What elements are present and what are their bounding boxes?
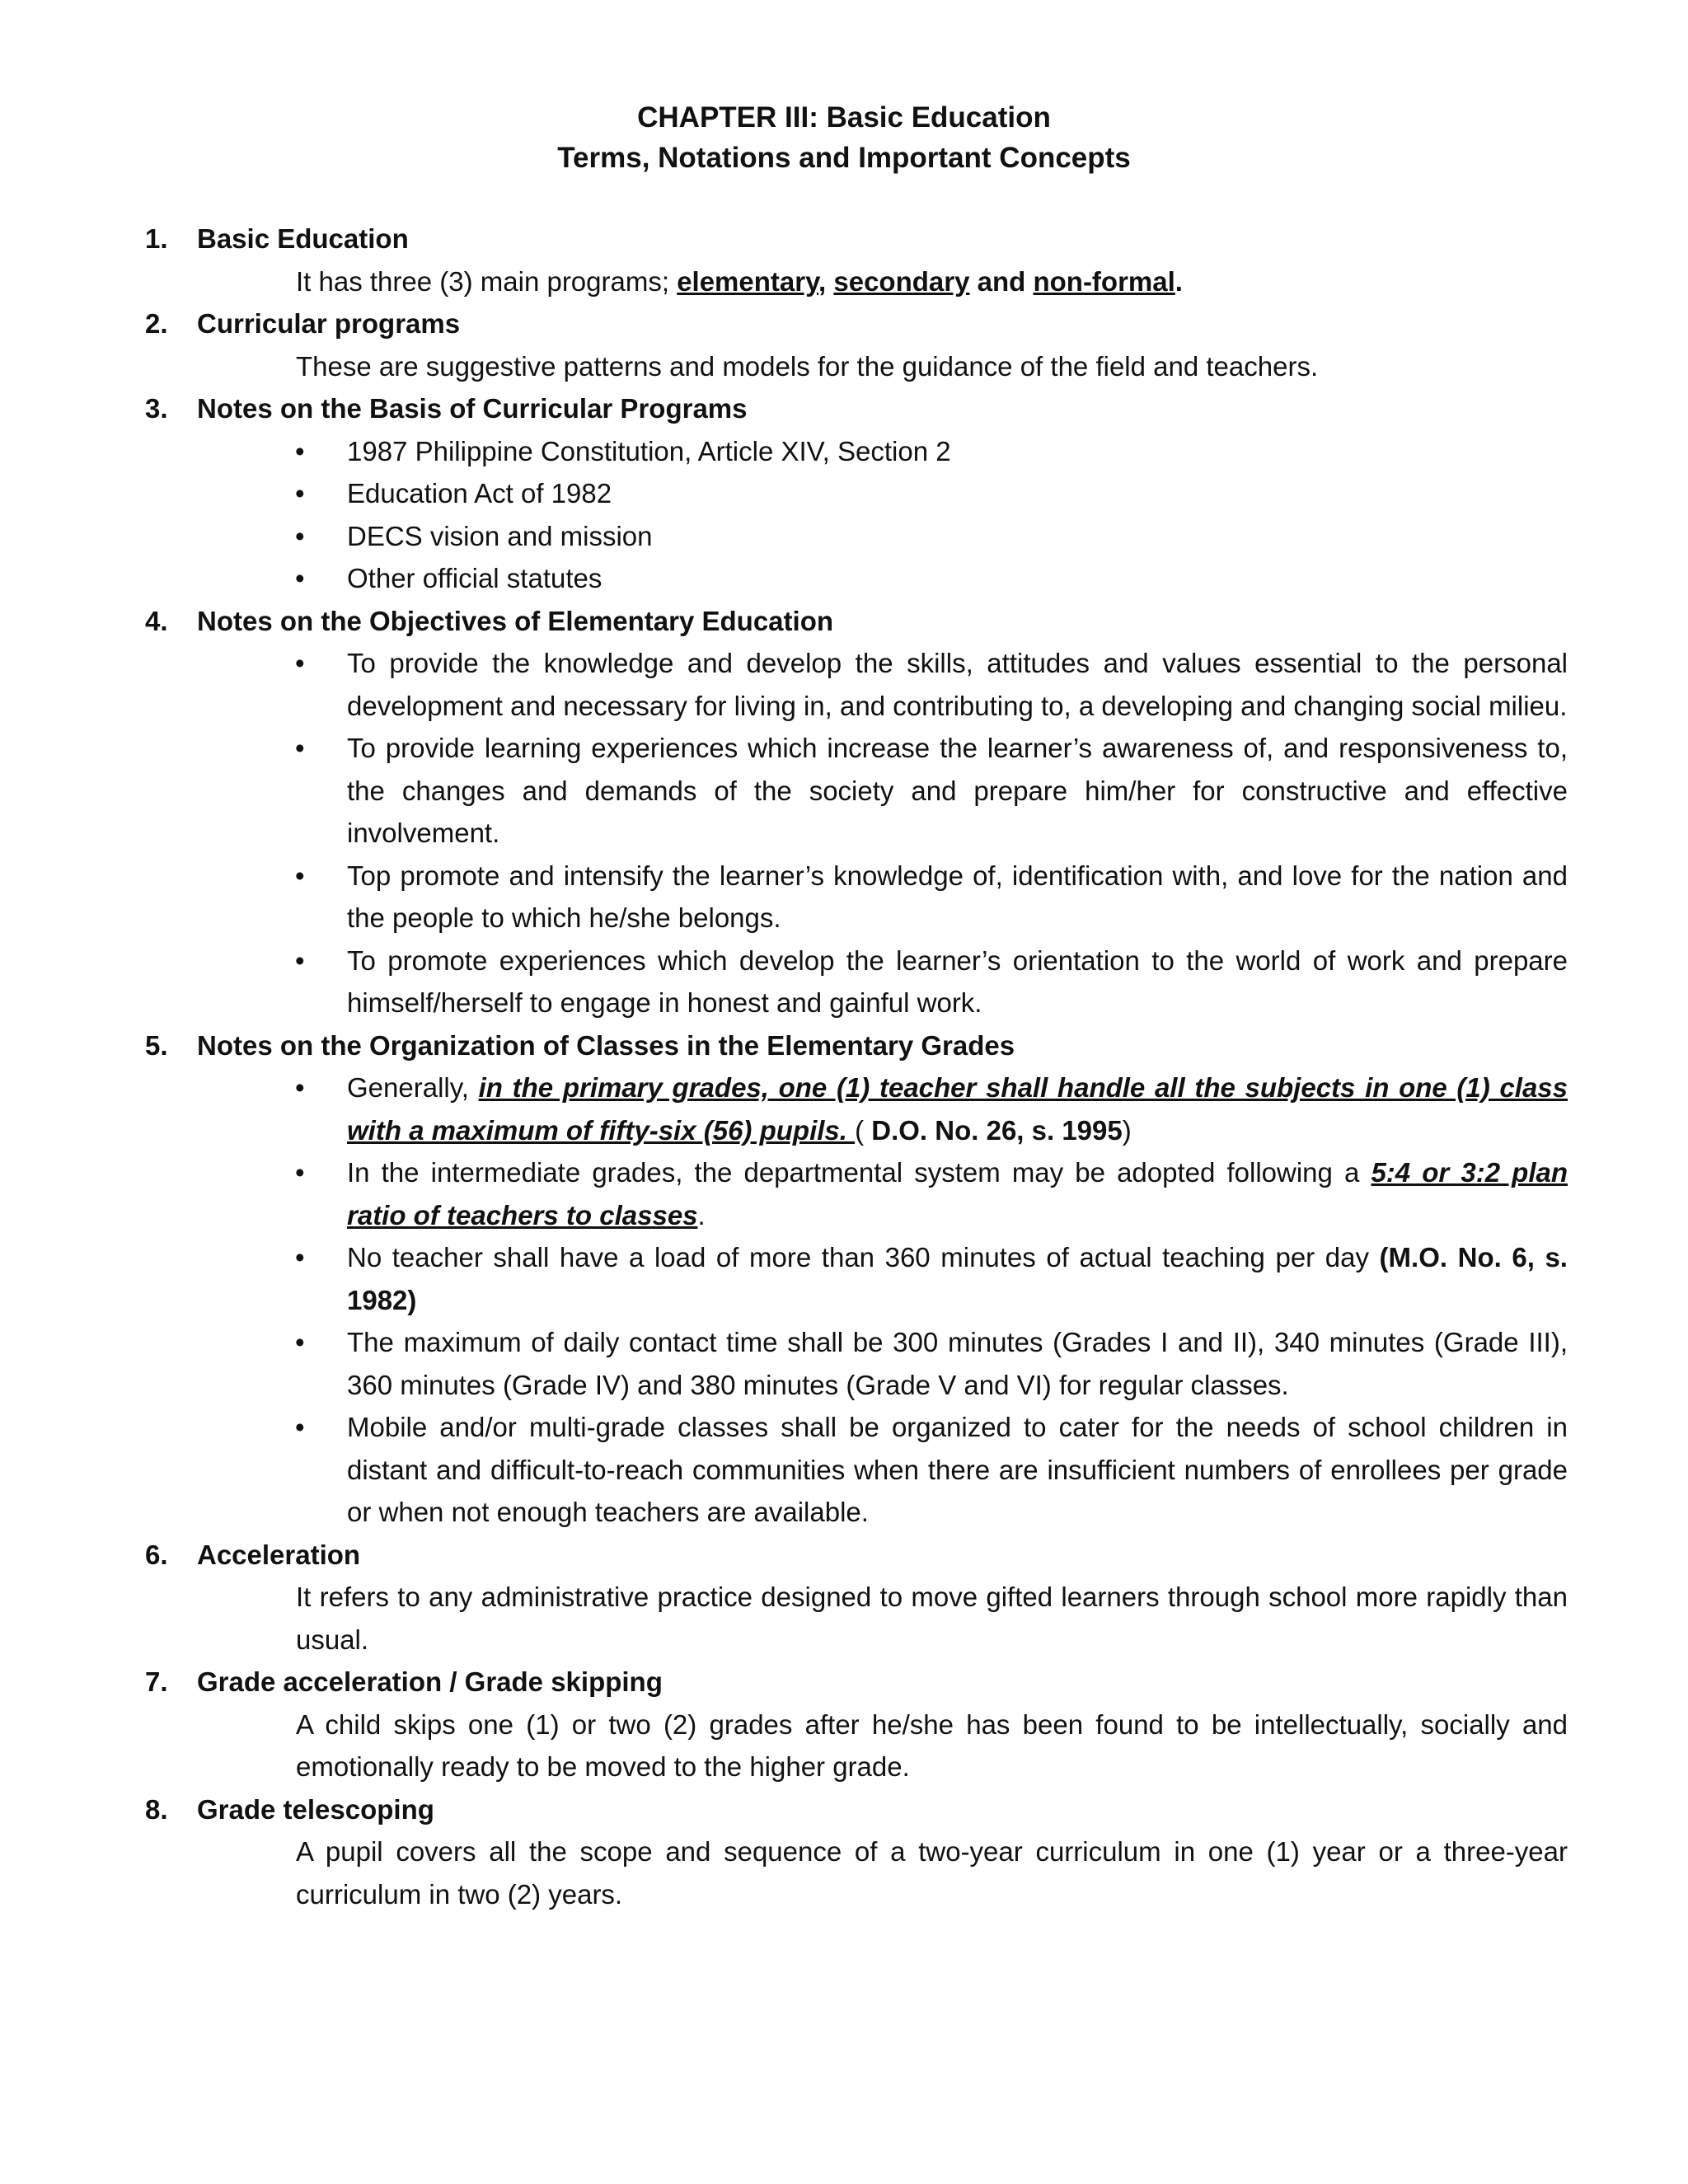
conjunction: and xyxy=(969,265,1034,297)
reference-citation: (M.O. No. 6, s. 1982) xyxy=(347,1242,1568,1315)
section-heading xyxy=(145,1661,1568,1704)
bullet-icon: • xyxy=(295,944,305,976)
section-heading-text: Notes on the Objectives of Elementary Education xyxy=(197,605,834,636)
list-item-text: To provide learning experiences which increase the learner’s awareness of, and responsiveness to, the changes and demands of the society and prepare him/her for constructive and effective involvement. xyxy=(347,733,1568,848)
list-item xyxy=(145,515,1568,558)
section-heading-text: Grade telescoping xyxy=(197,1793,434,1825)
list-item-text: Education Act of 1982 xyxy=(347,478,612,509)
reference-citation: D.O. No. 26, s. 1995 xyxy=(871,1114,1123,1146)
section-heading-text: Notes on the Organization of Classes in the Elementary Grades xyxy=(197,1029,1015,1061)
emphasized-rule: in the primary grades, one (1) teacher shall handle all the subjects in one (1) class with a maximum of fifty-six (56) pupils. xyxy=(347,1072,1568,1146)
section-number: 2. xyxy=(145,308,168,339)
bullet-icon: • xyxy=(295,860,305,891)
bullet-icon: • xyxy=(295,1412,305,1442)
bullet-icon: • xyxy=(295,1327,305,1357)
list-item xyxy=(145,557,1568,600)
section-number: 7. xyxy=(145,1666,168,1697)
list-item xyxy=(145,1406,1568,1534)
bullet-list xyxy=(145,430,1568,600)
section-number: 1. xyxy=(145,223,168,254)
section-heading xyxy=(145,1788,1568,1831)
bullet-list xyxy=(145,1066,1568,1534)
chapter-subtitle: Terms, Notations and Important Concepts xyxy=(557,142,1131,174)
section-body: It refers to any administrative practice designed to move gifted learners through school more rapidly than usual. xyxy=(296,1582,1568,1655)
bullet-icon: • xyxy=(295,733,305,763)
separator: , xyxy=(818,265,827,297)
bullet-icon: • xyxy=(295,478,305,509)
section-basis-of-curricular-programs xyxy=(145,387,1568,600)
section-heading xyxy=(145,600,1568,643)
program-elementary: elementary xyxy=(677,265,819,297)
chapter-header xyxy=(0,97,1688,178)
list-item xyxy=(145,940,1568,1024)
terms-list xyxy=(145,218,1568,1915)
list-item-text: The maximum of daily contact time shall be 300 minutes (Grades I and II), 340 minutes (Grade III), 360 minutes (Grade IV) and 380 minutes (Grade V and VI) for regular classes. xyxy=(347,1327,1568,1400)
list-item-text: Top promote and intensify the learner’s knowledge of, identification with, and love for the nation and the people to which he/she belongs. xyxy=(347,860,1568,933)
section-heading xyxy=(145,387,1568,430)
list-item xyxy=(145,472,1568,515)
bullet-icon: • xyxy=(295,563,305,593)
list-item-prefix: In the intermediate grades, the departmental system may be adopted following a xyxy=(347,1157,1372,1188)
body-text: It has three (3) main programs; xyxy=(296,265,678,297)
list-item xyxy=(145,642,1568,727)
list-item-text: DECS vision and mission xyxy=(347,520,653,551)
list-item-suffix: . xyxy=(697,1199,706,1230)
list-item xyxy=(145,430,1568,473)
section-acceleration xyxy=(145,1534,1568,1661)
section-heading xyxy=(145,1534,1568,1577)
list-item-text: To promote experiences which develop the learner’s orientation to the world of work and prepare himself/herself to engage in honest and gainful work. xyxy=(347,944,1568,1018)
list-item xyxy=(145,1066,1568,1151)
bullet-icon: • xyxy=(295,1242,305,1272)
program-non-formal: non-formal xyxy=(1033,265,1175,297)
bullet-icon: • xyxy=(295,648,305,678)
section-heading-text: Acceleration xyxy=(197,1539,361,1570)
section-grade-skipping xyxy=(145,1661,1568,1788)
bullet-list xyxy=(145,642,1568,1024)
reference-close: ) xyxy=(1122,1114,1132,1146)
section-heading-text: Basic Education xyxy=(197,223,409,254)
section-heading xyxy=(145,218,1568,260)
section-body: These are suggestive patterns and models for the guidance of the field and teachers. xyxy=(296,350,1319,382)
period: . xyxy=(1175,265,1183,297)
bullet-icon: • xyxy=(295,520,305,551)
section-objectives-elementary xyxy=(145,600,1568,1024)
section-heading xyxy=(145,1024,1568,1067)
bullet-icon: • xyxy=(295,1157,305,1188)
chapter-title: CHAPTER III: Basic Education xyxy=(637,101,1051,134)
reference-open: ( xyxy=(855,1114,872,1146)
bullet-icon: • xyxy=(295,435,305,466)
section-organization-of-classes xyxy=(145,1024,1568,1534)
list-item-prefix: No teacher shall have a load of more than 360 minutes of actual teaching per day xyxy=(347,1242,1380,1272)
list-item-text: To provide the knowledge and develop the skills, attitudes and values essential to the personal development and necessary for living in, and contributing to, a developing and changing social milieu. xyxy=(347,648,1568,721)
list-item xyxy=(145,1151,1568,1236)
section-number: 3. xyxy=(145,393,168,424)
list-item xyxy=(145,1321,1568,1406)
section-grade-telescoping xyxy=(145,1788,1568,1916)
section-number: 4. xyxy=(145,605,168,636)
section-number: 8. xyxy=(145,1793,168,1825)
list-item-text: 1987 Philippine Constitution, Article XIV, Section 2 xyxy=(347,435,951,466)
section-heading-text: Notes on the Basis of Curricular Programs xyxy=(197,393,748,424)
list-item-prefix: Generally, xyxy=(347,1072,479,1103)
section-heading-text: Curricular programs xyxy=(197,308,461,339)
section-number: 5. xyxy=(145,1029,168,1061)
section-heading xyxy=(145,302,1568,345)
section-body: A child skips one (1) or two (2) grades after he/she has been found to be intellectually, socially and emotionally ready to be moved to the higher grade. xyxy=(296,1708,1568,1782)
section-heading-text: Grade acceleration / Grade skipping xyxy=(197,1666,663,1697)
section-basic-education xyxy=(145,218,1568,302)
bullet-icon: • xyxy=(295,1072,305,1103)
list-item xyxy=(145,855,1568,940)
program-secondary: secondary xyxy=(833,265,970,297)
section-number: 6. xyxy=(145,1539,168,1570)
section-body xyxy=(145,260,1568,303)
list-item xyxy=(145,727,1568,855)
list-item xyxy=(145,1236,1568,1321)
list-item-text: Other official statutes xyxy=(347,563,603,593)
list-item-text: Mobile and/or multi-grade classes shall be organized to cater for the needs of school children in distant and difficult-to-reach communities when there are insufficient numbers of enrollees per grade or when not enough teachers are available. xyxy=(347,1412,1568,1527)
section-curricular-programs xyxy=(145,302,1568,387)
emphasized-rule: 5:4 or 3:2 plan ratio of teachers to classes xyxy=(347,1157,1568,1230)
section-body: A pupil covers all the scope and sequence of a two-year curriculum in one (1) year or a three-year curriculum in two (2) years. xyxy=(296,1836,1568,1910)
